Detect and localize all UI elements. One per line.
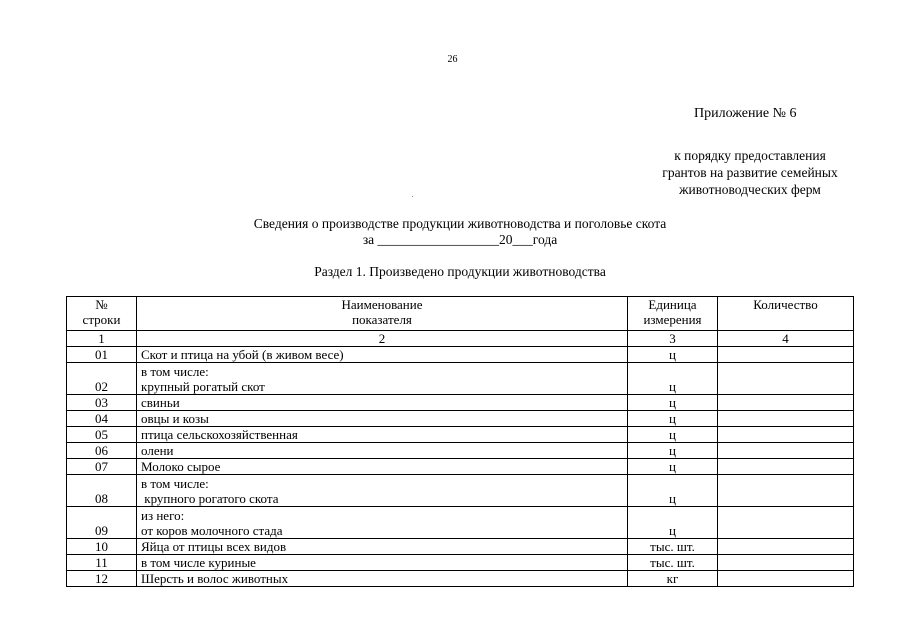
indicator-name-line: в том числе: [141, 476, 209, 491]
header-line: Количество [753, 297, 818, 312]
row-number: 06 [67, 443, 137, 459]
quantity-cell[interactable] [718, 347, 854, 363]
document-title [0, 216, 905, 248]
note-line: к порядку предоставления [674, 148, 826, 163]
header-line: строки [82, 312, 121, 327]
table-row [67, 539, 854, 555]
note-line: грантов на развитие семейных [662, 165, 838, 180]
table-row [67, 363, 854, 395]
row-number: 02 [67, 363, 137, 395]
indicator-name [137, 363, 628, 395]
unit-of-measure: тыс. шт. [628, 539, 718, 555]
column-index: 3 [628, 331, 718, 347]
row-number: 09 [67, 507, 137, 539]
quantity-cell[interactable] [718, 459, 854, 475]
unit-of-measure: ц [628, 427, 718, 443]
quantity-cell[interactable] [718, 443, 854, 459]
document-title-text: Сведения о производстве продукции животноводства и поголовье скота [253, 216, 667, 231]
column-index-row [67, 331, 854, 347]
row-number: 03 [67, 395, 137, 411]
indicator-name-line: в том числе: [141, 364, 209, 379]
production-table [66, 296, 854, 587]
scan-speck [412, 196, 413, 197]
header-line: измерения [643, 312, 702, 327]
indicator-name-line: Скот и птица на убой (в живом весе) [141, 347, 344, 362]
quantity-cell[interactable] [718, 555, 854, 571]
table-row [67, 395, 854, 411]
table-row [67, 475, 854, 507]
indicator-name-line: крупного рогатого скота [141, 491, 279, 506]
table-row [67, 507, 854, 539]
table-row [67, 555, 854, 571]
row-number: 08 [67, 475, 137, 507]
header-line: Единица [648, 297, 697, 312]
indicator-name-line: олени [141, 443, 174, 458]
unit-of-measure: кг [628, 571, 718, 587]
indicator-name [137, 427, 628, 443]
indicator-name [137, 411, 628, 427]
table-header-row [67, 297, 854, 331]
quantity-cell[interactable] [718, 363, 854, 395]
table-row [67, 347, 854, 363]
note-line: животноводческих ферм [679, 182, 821, 197]
column-index: 4 [718, 331, 854, 347]
unit-of-measure: ц [628, 475, 718, 507]
unit-of-measure: ц [628, 507, 718, 539]
table-row [67, 411, 854, 427]
row-number: 01 [67, 347, 137, 363]
quantity-cell[interactable] [718, 411, 854, 427]
table-row [67, 459, 854, 475]
header-quantity [718, 297, 854, 331]
reporting-period: за __________________20___года [362, 232, 558, 247]
header-row-number [67, 297, 137, 331]
indicator-name [137, 555, 628, 571]
header-indicator-name [137, 297, 628, 331]
row-number: 04 [67, 411, 137, 427]
header-line: показателя [352, 312, 412, 327]
quantity-cell[interactable] [718, 539, 854, 555]
indicator-name [137, 443, 628, 459]
quantity-cell[interactable] [718, 571, 854, 587]
column-index: 1 [67, 331, 137, 347]
indicator-name-line: овцы и козы [141, 411, 209, 426]
section-title: Раздел 1. Произведено продукции животноводства [314, 264, 606, 279]
unit-of-measure: ц [628, 347, 718, 363]
indicator-name-line: крупный рогатый скот [141, 379, 265, 394]
unit-of-measure: тыс. шт. [628, 555, 718, 571]
unit-of-measure: ц [628, 395, 718, 411]
indicator-name-line: свиньи [141, 395, 180, 410]
indicator-name-line: птица сельскохозяйственная [141, 427, 298, 442]
column-index: 2 [137, 331, 628, 347]
indicator-name-line: от коров молочного стада [141, 523, 283, 538]
indicator-name-line: Шерсть и волос животных [141, 571, 289, 586]
row-number: 07 [67, 459, 137, 475]
row-number: 05 [67, 427, 137, 443]
indicator-name-line: из него: [141, 508, 185, 523]
indicator-name [137, 475, 628, 507]
table-row [67, 571, 854, 587]
indicator-name [137, 347, 628, 363]
row-number: 12 [67, 571, 137, 587]
quantity-cell[interactable] [718, 427, 854, 443]
unit-of-measure: ц [628, 459, 718, 475]
row-number: 11 [67, 555, 137, 571]
row-number: 10 [67, 539, 137, 555]
indicator-name [137, 507, 628, 539]
indicator-name [137, 539, 628, 555]
page-number: 26 [447, 54, 458, 65]
indicator-name [137, 395, 628, 411]
table-row [67, 427, 854, 443]
unit-of-measure: ц [628, 443, 718, 459]
indicator-name [137, 459, 628, 475]
indicator-name-line: Яйца от птицы всех видов [141, 539, 287, 554]
indicator-name [137, 571, 628, 587]
indicator-name-line: в том числе куриные [141, 555, 256, 570]
unit-of-measure: ц [628, 363, 718, 395]
header-line: Наименование [341, 297, 423, 312]
indicator-name-line: Молоко сырое [141, 459, 221, 474]
appendix-label: Приложение № 6 [694, 106, 797, 121]
quantity-cell[interactable] [718, 507, 854, 539]
appendix-note [600, 147, 900, 198]
unit-of-measure: ц [628, 411, 718, 427]
table-row [67, 443, 854, 459]
quantity-cell[interactable] [718, 395, 854, 411]
header-unit [628, 297, 718, 331]
quantity-cell[interactable] [718, 475, 854, 507]
header-line: № [95, 297, 108, 312]
